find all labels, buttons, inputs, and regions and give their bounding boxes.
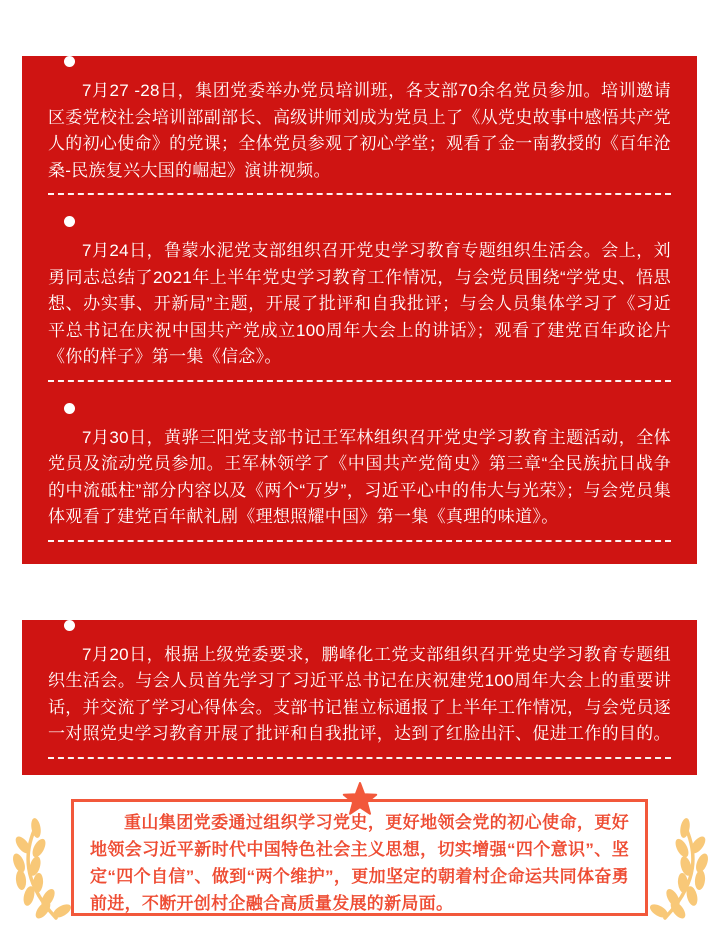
news-entry-4 (22, 620, 697, 759)
news-entry-1 (22, 56, 697, 195)
star-icon (341, 782, 379, 818)
news-entry-3 (22, 403, 697, 542)
news-entry-text: 7月20日，根据上级党委要求，鹏峰化工党支部组织召开党史学习教育专题组织生活会。与会人员首先学习了习近平总书记在庆祝建党100周年大会上的重要讲话，并交流了学习心得体会。支部书记崔立标通报了上半年工作情况，与会党员逐一对照党史学习教育开展了批评和自我批评，达到了红脸出汗、促进工作的目的。 (48, 644, 671, 743)
news-card-bottom (22, 620, 697, 775)
dashed-divider (48, 380, 671, 382)
dashed-divider (48, 540, 671, 542)
bullet-icon (64, 56, 75, 67)
news-entry-text: 7月30日，黄骅三阳党支部书记王军林组织召开党史学习教育主题活动，全体党员及流动党员参加。王军林领学了《中国共产党简史》第三章“全民族抗日战争的中流砥柱”部分内容以及《两个“万岁”，习近平心中的伟大与光荣》；与会党员集体观看了建党百年献礼剧《理想照耀中国》第一集《真理的味道》。 (48, 427, 671, 526)
bullet-icon (64, 216, 75, 227)
news-entry-text: 7月27 -28日，集团党委举办党员培训班，各支部70余名党员参加。培训邀请区委党校社会培训部副部长、高级讲师刘成为党员上了《从党史故事中感悟共产党人的初心使命》的党课；全体党员参观了初心学堂；观看了金一南教授的《百年沧桑-民族复兴大国的崛起》演讲视频。 (48, 81, 671, 180)
wheat-branch-left-icon (10, 818, 80, 924)
news-entry-text: 7月24日，鲁蒙水泥党支部组织召开党史学习教育专题组织生活会。会上，刘勇同志总结了2021年上半年党史学习教育工作情况，与会党员围绕“学党史、悟思想、办实事、开新局”主题，开展了批评和自我批评；与会人员集体学习了《习近平总书记在庆祝中国共产党成立100周年大会上的讲话》；观看了建党百年政论片《你的样子》第一集《信念》。 (48, 241, 671, 366)
wheat-branch-right-icon (641, 818, 711, 924)
dashed-divider (48, 757, 671, 759)
summary-section (71, 799, 648, 916)
bullet-icon (64, 403, 75, 414)
summary-text: 重山集团党委通过组织学习党史，更好地领会党的初心使命，更好地领会习近平新时代中国特色社会主义思想，切实增强“四个意识”、坚定“四个自信”、做到“两个维护”，更加坚定的朝着村企命运共同体奋勇前进，不断开创村企融合高质量发展的新局面。 (90, 812, 629, 913)
bullet-icon (64, 620, 75, 631)
dashed-divider (48, 193, 671, 195)
news-card-top (22, 56, 697, 564)
news-entry-2 (22, 216, 697, 382)
